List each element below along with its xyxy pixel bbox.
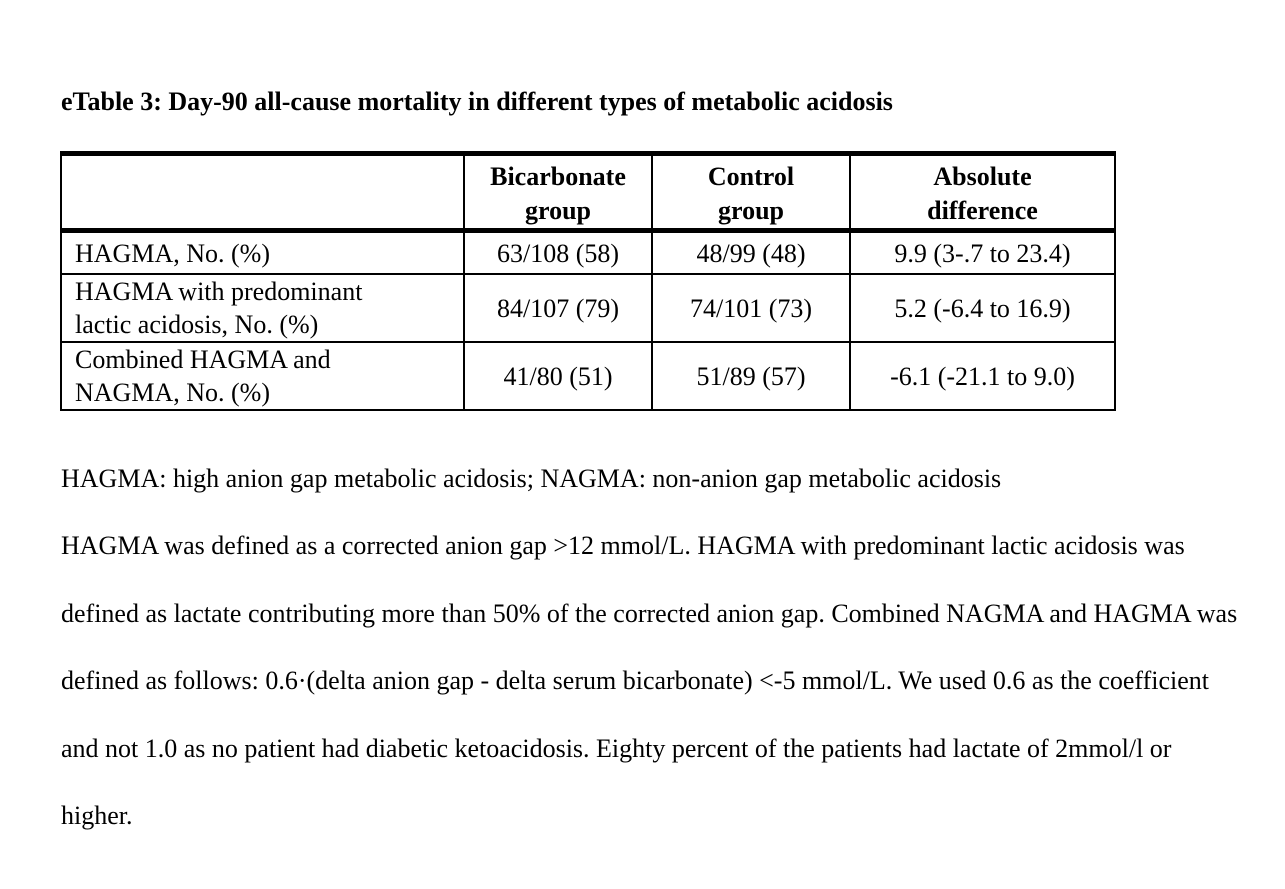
cell-control: 48/99 (48) <box>652 231 850 275</box>
cell-difference: 9.9 (3-.7 to 23.4) <box>850 231 1115 275</box>
row-label-line1: Combined HAGMA and <box>75 345 331 374</box>
row-label-line1: HAGMA, No. (%) <box>75 238 270 268</box>
cell-bicarbonate: 63/108 (58) <box>464 231 652 275</box>
row-label <box>61 274 464 342</box>
row-label-line2: lactic acidosis, No. (%) <box>75 310 319 339</box>
row-label-line1: HAGMA with predominant <box>75 277 363 306</box>
row-label <box>61 231 464 275</box>
header-difference-line2: difference <box>927 196 1038 225</box>
table-row <box>61 274 1115 342</box>
cell-bicarbonate: 41/80 (51) <box>464 342 652 410</box>
header-bicarbonate-line2: group <box>525 196 591 225</box>
table-row <box>61 342 1115 410</box>
cell-bicarbonate: 84/107 (79) <box>464 274 652 342</box>
header-control-line1: Control <box>707 162 795 191</box>
table-row <box>61 231 1115 275</box>
header-bicarbonate-group <box>464 154 652 231</box>
abbreviations-note: HAGMA: high anion gap metabolic acidosis; NAGMA: non-anion gap metabolic acidosis <box>61 464 1002 493</box>
header-control-line2: group <box>718 196 784 225</box>
cell-control: 74/101 (73) <box>652 274 850 342</box>
header-control-group <box>652 154 850 231</box>
cell-difference: 5.2 (-6.4 to 16.9) <box>850 274 1115 342</box>
header-difference-line1: Absolute <box>933 162 1032 191</box>
row-label-line2: NAGMA, No. (%) <box>75 378 270 407</box>
table-footnotes <box>61 445 1241 849</box>
row-label <box>61 342 464 410</box>
mortality-table <box>60 151 1116 411</box>
cell-control: 51/89 (57) <box>652 342 850 410</box>
header-bicarbonate-line1: Bicarbonate <box>490 162 626 191</box>
table-header-row <box>61 154 1115 231</box>
definitions-note: HAGMA was defined as a corrected anion gap >12 mmol/L. HAGMA with predominant lactic acidosis was defined as lactate contributing more than 50% of the corrected anion gap. Combined NAGMA and HAGMA was defined as follows: 0.6·(delta anion gap - delta serum bicarbonate) <-5 mmol/L. We used 0.6 as the coefficient and not 1.0 as no patient had diabetic ketoacidosis. Eighty percent of the patients had lactate of 2mmol/l or higher. <box>61 531 1238 831</box>
table-title: eTable 3: Day-90 all-cause mortality in different types of metabolic acidosis <box>61 87 893 116</box>
cell-difference: -6.1 (-21.1 to 9.0) <box>850 342 1115 410</box>
header-absolute-difference <box>850 154 1115 231</box>
header-empty-cell <box>61 154 464 231</box>
